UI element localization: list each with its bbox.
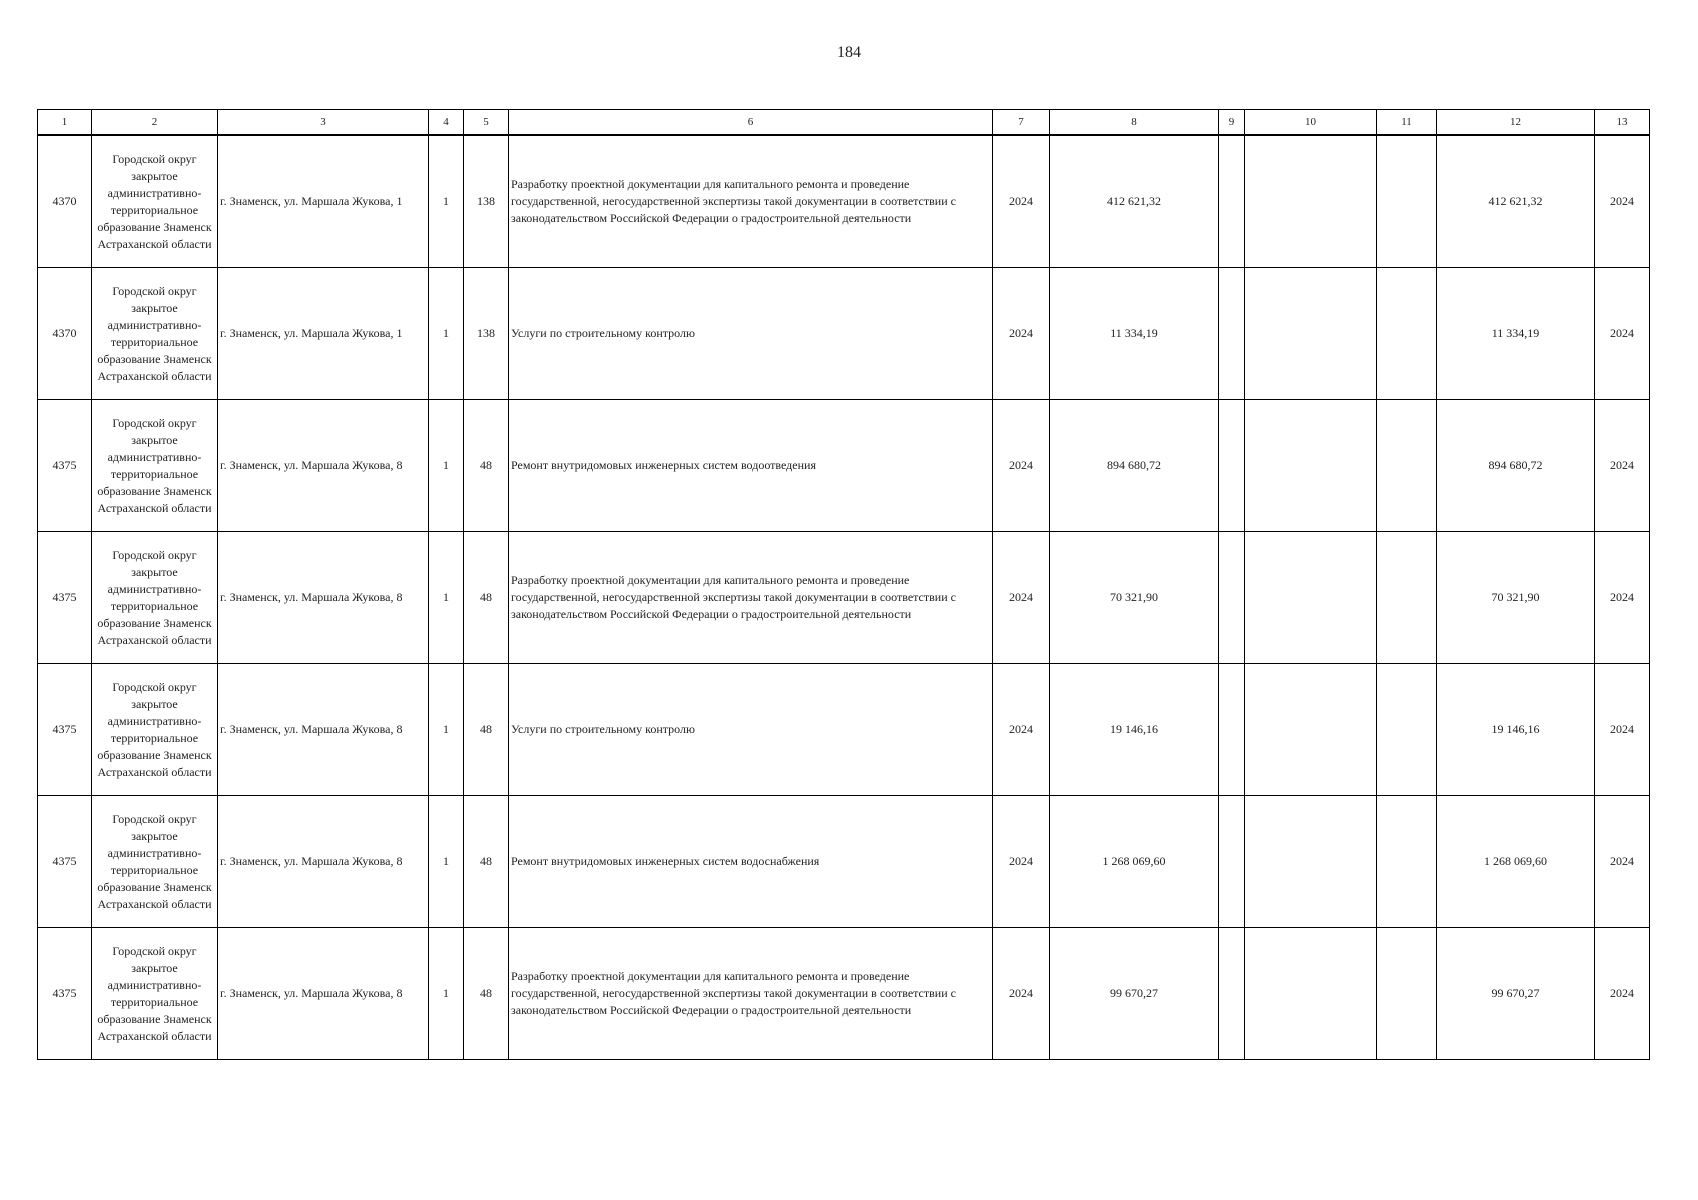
- work-type-cell: Разработку проектной документации для капитального ремонта и проведение государственной, негосударственной экспертизы такой документации в соответствии с законодательством Российской Федерации о градостроительной деятельности: [509, 135, 993, 268]
- col-4-cell: 1: [429, 532, 464, 664]
- col-10-cell: [1245, 796, 1377, 928]
- table-row: [38, 268, 1650, 400]
- work-type-cell: Услуги по строительному контролю: [509, 664, 993, 796]
- completion-year-cell: 2024: [1595, 400, 1650, 532]
- column-header-2: 2: [92, 110, 218, 136]
- cost-total-cell: 1 268 069,60: [1050, 796, 1219, 928]
- column-header-6: 6: [509, 110, 993, 136]
- completion-year-cell: 2024: [1595, 268, 1650, 400]
- cost-local-cell: 1 268 069,60: [1437, 796, 1595, 928]
- cost-total-cell: 894 680,72: [1050, 400, 1219, 532]
- col-5-cell: 48: [464, 532, 509, 664]
- column-header-13: 13: [1595, 110, 1650, 136]
- col-10-cell: [1245, 532, 1377, 664]
- municipality-cell: [92, 796, 218, 928]
- column-header-12: 12: [1437, 110, 1595, 136]
- col-10-cell: [1245, 400, 1377, 532]
- year-cell: 2024: [993, 532, 1050, 664]
- municipality-text: Городской округ закрытое административно-территориальное образование Знаменск Астраханской области: [97, 283, 212, 383]
- header-row: [38, 110, 1650, 136]
- col-11-cell: [1377, 928, 1437, 1060]
- address-cell: г. Знаменск, ул. Маршала Жукова, 8: [218, 664, 429, 796]
- col-4-cell: 1: [429, 268, 464, 400]
- table-row: [38, 532, 1650, 664]
- column-header-4: 4: [429, 110, 464, 136]
- cost-local-cell: 70 321,90: [1437, 532, 1595, 664]
- col-5-cell: 138: [464, 135, 509, 268]
- col-5-cell: 48: [464, 928, 509, 1060]
- year-cell: 2024: [993, 268, 1050, 400]
- year-cell: 2024: [993, 135, 1050, 268]
- col-11-cell: [1377, 796, 1437, 928]
- cost-total-cell: 11 334,19: [1050, 268, 1219, 400]
- year-cell: 2024: [993, 400, 1050, 532]
- cost-total-cell: 412 621,32: [1050, 135, 1219, 268]
- col-9-cell: [1219, 928, 1245, 1060]
- municipality-text: Городской округ закрытое административно-территориальное образование Знаменск Астраханской области: [97, 679, 212, 779]
- col-11-cell: [1377, 664, 1437, 796]
- object-id-cell: 4375: [38, 532, 92, 664]
- municipality-cell: [92, 664, 218, 796]
- col-11-cell: [1377, 400, 1437, 532]
- completion-year-cell: 2024: [1595, 928, 1650, 1060]
- cost-total-cell: 99 670,27: [1050, 928, 1219, 1060]
- municipality-cell: [92, 400, 218, 532]
- cost-local-cell: 412 621,32: [1437, 135, 1595, 268]
- col-10-cell: [1245, 268, 1377, 400]
- col-5-cell: 48: [464, 400, 509, 532]
- column-header-10: 10: [1245, 110, 1377, 136]
- work-type-cell: Услуги по строительному контролю: [509, 268, 993, 400]
- col-10-cell: [1245, 928, 1377, 1060]
- column-header-1: 1: [38, 110, 92, 136]
- column-header-7: 7: [993, 110, 1050, 136]
- municipality-cell: [92, 135, 218, 268]
- object-id-cell: 4370: [38, 135, 92, 268]
- address-cell: г. Знаменск, ул. Маршала Жукова, 8: [218, 400, 429, 532]
- col-11-cell: [1377, 532, 1437, 664]
- object-id-cell: 4375: [38, 928, 92, 1060]
- municipality-text: Городской округ закрытое административно-территориальное образование Знаменск Астраханской области: [97, 943, 212, 1043]
- column-header-3: 3: [218, 110, 429, 136]
- col-5-cell: 48: [464, 664, 509, 796]
- municipality-cell: [92, 268, 218, 400]
- object-id-cell: 4370: [38, 268, 92, 400]
- municipality-cell: [92, 928, 218, 1060]
- table-row: [38, 796, 1650, 928]
- cost-total-cell: 19 146,16: [1050, 664, 1219, 796]
- col-4-cell: 1: [429, 135, 464, 268]
- col-9-cell: [1219, 135, 1245, 268]
- column-header-5: 5: [464, 110, 509, 136]
- column-header-11: 11: [1377, 110, 1437, 136]
- col-9-cell: [1219, 532, 1245, 664]
- col-5-cell: 48: [464, 796, 509, 928]
- col-10-cell: [1245, 664, 1377, 796]
- cost-local-cell: 11 334,19: [1437, 268, 1595, 400]
- table-row: [38, 664, 1650, 796]
- col-11-cell: [1377, 268, 1437, 400]
- col-4-cell: 1: [429, 664, 464, 796]
- year-cell: 2024: [993, 796, 1050, 928]
- table-row: [38, 135, 1650, 268]
- table-body: [38, 135, 1650, 1060]
- cost-total-cell: 70 321,90: [1050, 532, 1219, 664]
- work-type-cell: Ремонт внутридомовых инженерных систем водоотведения: [509, 400, 993, 532]
- address-cell: г. Знаменск, ул. Маршала Жукова, 1: [218, 135, 429, 268]
- col-9-cell: [1219, 268, 1245, 400]
- cost-local-cell: 99 670,27: [1437, 928, 1595, 1060]
- col-9-cell: [1219, 664, 1245, 796]
- object-id-cell: 4375: [38, 796, 92, 928]
- work-type-cell: Разработку проектной документации для капитального ремонта и проведение государственной, негосударственной экспертизы такой документации в соответствии с законодательством Российской Федерации о градостроительной деятельности: [509, 928, 993, 1060]
- table-header: [38, 110, 1650, 136]
- address-cell: г. Знаменск, ул. Маршала Жукова, 8: [218, 796, 429, 928]
- municipality-text: Городской округ закрытое административно-территориальное образование Знаменск Астраханской области: [97, 415, 212, 515]
- work-type-cell: Разработку проектной документации для капитального ремонта и проведение государственной, негосударственной экспертизы такой документации в соответствии с законодательством Российской Федерации о градостроительной деятельности: [509, 532, 993, 664]
- page-number: 184: [837, 44, 861, 61]
- column-header-9: 9: [1219, 110, 1245, 136]
- object-id-cell: 4375: [38, 400, 92, 532]
- col-4-cell: 1: [429, 796, 464, 928]
- registry-table: [37, 109, 1650, 1060]
- col-4-cell: 1: [429, 928, 464, 1060]
- completion-year-cell: 2024: [1595, 135, 1650, 268]
- municipality-text: Городской округ закрытое административно-территориальное образование Знаменск Астраханской области: [97, 547, 212, 647]
- municipality-cell: [92, 532, 218, 664]
- year-cell: 2024: [993, 928, 1050, 1060]
- work-type-cell: Ремонт внутридомовых инженерных систем водоснабжения: [509, 796, 993, 928]
- completion-year-cell: 2024: [1595, 532, 1650, 664]
- col-9-cell: [1219, 796, 1245, 928]
- object-id-cell: 4375: [38, 664, 92, 796]
- col-11-cell: [1377, 135, 1437, 268]
- col-4-cell: 1: [429, 400, 464, 532]
- table-row: [38, 400, 1650, 532]
- address-cell: г. Знаменск, ул. Маршала Жукова, 8: [218, 532, 429, 664]
- column-header-8: 8: [1050, 110, 1219, 136]
- municipality-text: Городской округ закрытое административно-территориальное образование Знаменск Астраханской области: [97, 811, 212, 911]
- completion-year-cell: 2024: [1595, 796, 1650, 928]
- address-cell: г. Знаменск, ул. Маршала Жукова, 8: [218, 928, 429, 1060]
- col-10-cell: [1245, 135, 1377, 268]
- completion-year-cell: 2024: [1595, 664, 1650, 796]
- col-9-cell: [1219, 400, 1245, 532]
- cost-local-cell: 894 680,72: [1437, 400, 1595, 532]
- cost-local-cell: 19 146,16: [1437, 664, 1595, 796]
- table-row: [38, 928, 1650, 1060]
- address-cell: г. Знаменск, ул. Маршала Жукова, 1: [218, 268, 429, 400]
- year-cell: 2024: [993, 664, 1050, 796]
- municipality-text: Городской округ закрытое административно-территориальное образование Знаменск Астраханской области: [97, 151, 212, 251]
- col-5-cell: 138: [464, 268, 509, 400]
